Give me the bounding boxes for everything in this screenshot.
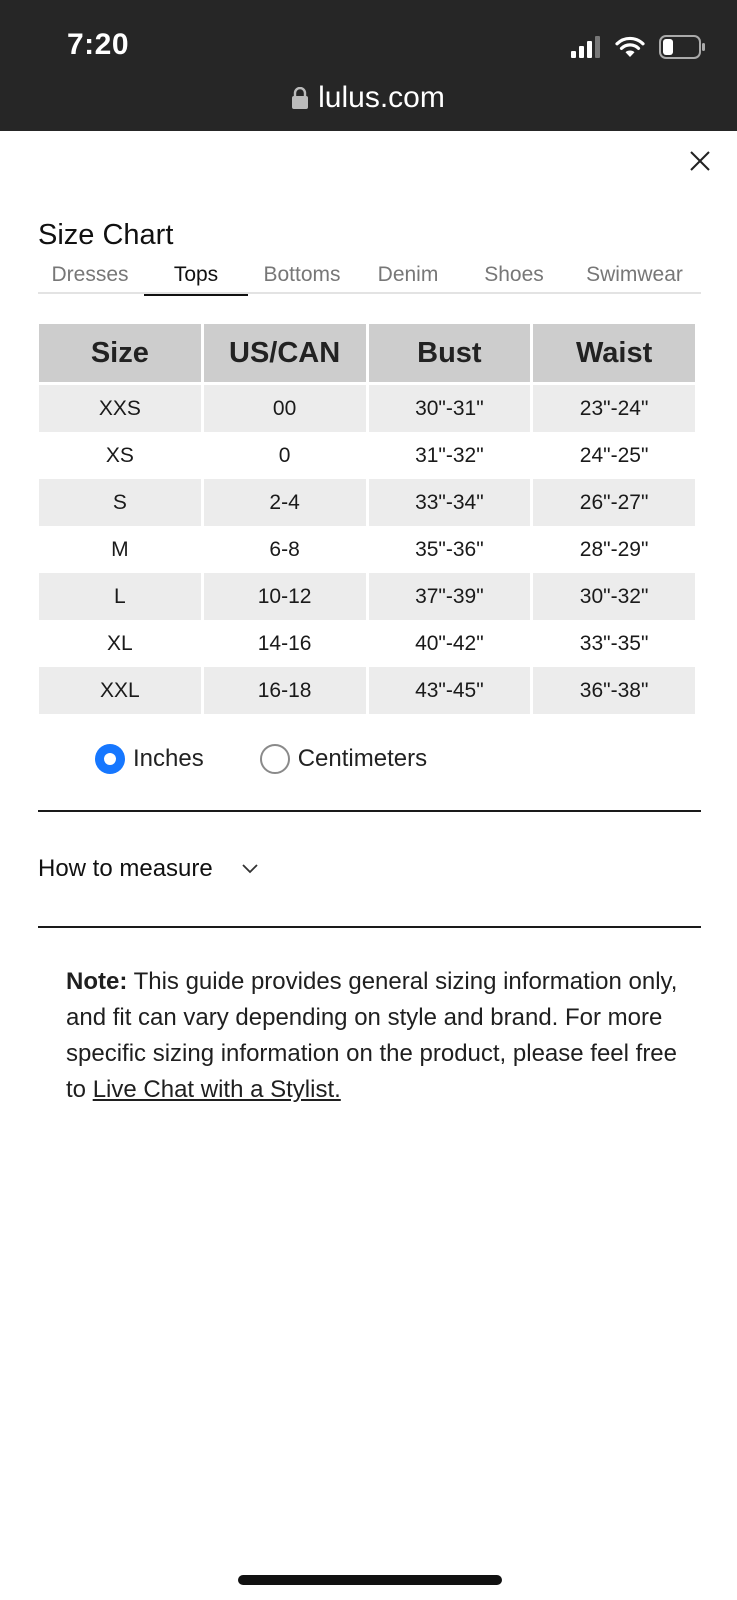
table-row [39, 573, 695, 620]
signal-icon [571, 36, 601, 58]
col-header-size: Size [39, 324, 201, 385]
battery-icon [659, 35, 705, 59]
cell-size: L [39, 573, 201, 620]
tab-shoes[interactable]: Shoes [484, 263, 544, 286]
cell-waist: 36"-38" [533, 667, 695, 714]
live-chat-link[interactable]: Live Chat with a Stylist. [92, 1076, 341, 1103]
radio-inches[interactable] [95, 744, 204, 774]
status-bar [0, 0, 737, 131]
cell-waist: 26"-27" [533, 479, 695, 526]
radio-centimeters-label: Centimeters [297, 745, 428, 772]
chevron-down-icon [241, 863, 259, 875]
cell-bust: 40"-42" [415, 631, 484, 655]
tab-denim[interactable]: Denim [377, 263, 439, 286]
note-text: This guide provides general sizing information only, and fit can vary depending on style and brand. For more specific sizing information on the product, please feel free to [66, 968, 678, 1103]
col-header-bust: Bust [369, 324, 531, 385]
cell-size: XS [105, 443, 134, 467]
radio-centimeters[interactable] [260, 744, 427, 774]
cell-us-can: 0 [278, 443, 291, 467]
cell-bust: 37"-39" [369, 573, 531, 620]
col-header-waist: Waist [533, 324, 695, 385]
cell-us-can: 16-18 [204, 667, 366, 714]
tab-swimwear[interactable]: Swimwear [586, 263, 683, 286]
note-label: Note: [66, 968, 128, 995]
table-row [39, 479, 695, 526]
cell-bust: 30"-31" [369, 385, 531, 432]
table-header-row [39, 324, 695, 385]
cell-bust: 31"-32" [415, 443, 484, 467]
how-to-measure-label: How to measure [38, 855, 213, 882]
cell-us-can: 14-16 [257, 631, 312, 655]
lock-icon [292, 87, 308, 109]
tab-dresses[interactable]: Dresses [51, 263, 129, 286]
radio-inches-label: Inches [133, 745, 204, 772]
unit-selector [95, 742, 427, 776]
table-row [39, 385, 695, 432]
divider [38, 810, 701, 812]
close-button[interactable] [685, 146, 715, 176]
clock: 7:20 [67, 28, 130, 61]
wifi-icon [615, 36, 645, 58]
size-table [36, 324, 698, 714]
cell-bust: 35"-36" [415, 537, 484, 561]
cell-waist: 30"-32" [533, 573, 695, 620]
cell-us-can: 2-4 [204, 479, 366, 526]
table-row [39, 432, 695, 479]
cell-size: XXL [39, 667, 201, 714]
how-to-measure-toggle[interactable] [38, 852, 259, 886]
radio-checked-icon[interactable] [95, 744, 125, 774]
address-bar[interactable] [0, 78, 737, 118]
cell-waist: 24"-25" [579, 443, 649, 467]
table-row [39, 620, 695, 667]
tab-tops[interactable]: Tops [144, 258, 248, 294]
cell-us-can: 00 [204, 385, 366, 432]
cell-us-can: 6-8 [269, 537, 300, 561]
page-title: Size Chart [38, 219, 174, 251]
home-indicator[interactable] [238, 1575, 502, 1585]
col-header-us-can: US/CAN [204, 324, 366, 385]
divider [38, 926, 701, 928]
sizing-note [66, 964, 686, 1108]
radio-unchecked-icon[interactable] [260, 744, 290, 774]
tab-bottoms[interactable]: Bottoms [263, 263, 341, 286]
cell-bust: 43"-45" [369, 667, 531, 714]
cell-size: XL [106, 631, 133, 655]
table-row [39, 667, 695, 714]
url-text: lulus.com [318, 81, 445, 114]
cell-waist: 23"-24" [533, 385, 695, 432]
cell-waist: 33"-35" [579, 631, 649, 655]
table-row [39, 526, 695, 573]
cell-us-can: 10-12 [204, 573, 366, 620]
status-icons [571, 34, 705, 60]
cell-size: XXS [39, 385, 201, 432]
cell-bust: 33"-34" [369, 479, 531, 526]
cell-waist: 28"-29" [579, 537, 649, 561]
cell-size: M [111, 537, 129, 561]
cell-size: S [39, 479, 201, 526]
category-tabs [38, 258, 701, 294]
close-icon [685, 146, 715, 176]
